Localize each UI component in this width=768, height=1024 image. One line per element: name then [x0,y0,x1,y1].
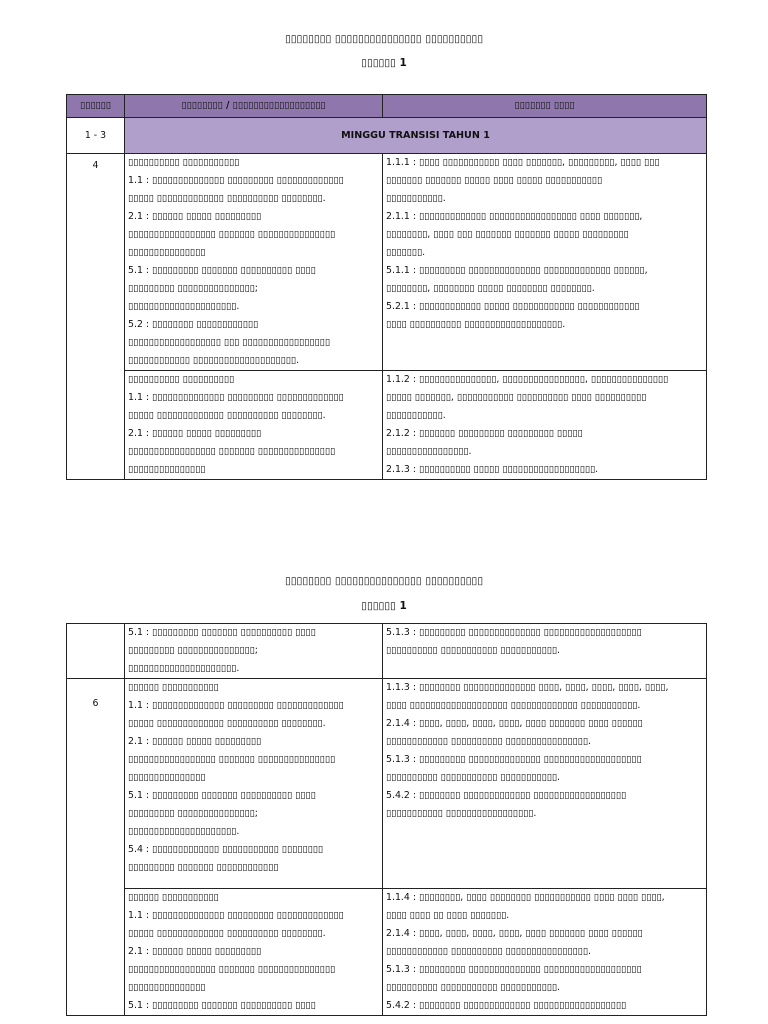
cell-text-line: ▯▯▯▯▯▯▯▯▯▯▯ ▯▯▯▯▯▯▯▯▯▯▯▯▯▯▯▯▯. [386,808,537,819]
cell-text-line: ▯▯▯▯▯▯▯▯▯▯▯▯▯▯▯▯▯ ▯▯▯▯▯▯▯ ▯▯▯▯▯▯▯▯▯▯▯▯▯▯▯ [128,964,336,975]
cell-text-line: ▯▯▯▯▯▯▯▯▯▯▯▯▯▯▯ [128,982,206,993]
topic-cell [125,371,383,480]
cell-text-line: 2.1 : ▯▯▯▯▯▯ ▯▯▯▯▯ ▯▯▯▯▯▯▯▯▯ [128,736,262,747]
cell-text-line: ▯▯▯▯▯▯▯▯▯▯▯▯ ▯▯▯▯▯▯▯▯▯▯▯▯▯▯▯▯▯▯▯▯. [128,355,300,366]
cell-text-line: 1.1.2 : ▯▯▯▯▯▯▯▯▯▯▯▯▯▯▯, ▯▯▯▯▯▯▯▯▯▯▯▯▯▯▯▯, ▯▯▯▯▯▯▯▯▯▯▯▯▯▯▯ [386,374,669,385]
page1-title: ▯▯▯▯▯▯▯▯ ▯▯▯▯▯▯▯▯▯▯▯▯▯▯▯ ▯▯▯▯▯▯▯▯▯▯ [285,33,483,45]
cell-text-line: 1.1 : ▯▯▯▯▯▯▯▯▯▯▯▯▯▯ ▯▯▯▯▯▯▯▯▯ ▯▯▯▯▯▯▯▯▯▯▯▯▯ [128,392,344,403]
table-header-row [67,95,707,118]
page2-subtitle: ▯▯▯▯▯▯ 1 [361,600,407,612]
standard-cell [383,679,707,889]
cell-text-line: ▯▯▯▯▯ ▯▯▯▯▯▯▯▯▯▯▯▯▯ ▯▯▯▯▯▯▯▯▯▯ ▯▯▯▯▯▯▯▯. [128,193,326,204]
cell-text-line: 5.2.1 : ▯▯▯▯▯▯▯▯▯▯▯▯ ▯▯▯▯▯ ▯▯▯▯▯▯▯▯▯▯▯▯ ▯▯▯▯▯▯▯▯▯▯▯▯ [386,301,640,312]
header-standard: ▯▯▯▯▯▯▯ ▯▯▯▯ [383,95,707,118]
schedule-table-2 [66,623,707,1016]
cell-text-line: 2.1 : ▯▯▯▯▯▯ ▯▯▯▯▯ ▯▯▯▯▯▯▯▯▯ [128,211,262,222]
cell-text-line: ▯▯▯▯▯▯ ▯▯▯▯▯▯▯▯▯▯▯ [128,682,219,693]
topic-cell [125,679,383,889]
cell-text-line: ▯▯▯▯ ▯▯▯▯ ▯▯ ▯▯▯▯ ▯▯▯▯▯▯▯. [386,910,510,921]
standard-cell [383,371,707,480]
page2-title: ▯▯▯▯▯▯▯▯ ▯▯▯▯▯▯▯▯▯▯▯▯▯▯▯ ▯▯▯▯▯▯▯▯▯▯ [285,575,483,587]
cell-text-line: ▯▯▯▯▯ ▯▯▯▯▯▯▯, ▯▯▯▯▯▯▯▯▯▯▯ ▯▯▯▯▯▯▯▯▯▯ ▯▯▯▯ ▯▯▯▯▯▯▯▯▯▯ [386,392,647,403]
cell-text-line: 5.2 : ▯▯▯▯▯▯▯▯ ▯▯▯▯▯▯▯▯▯▯▯▯ [128,319,259,330]
cell-text-line: 2.1 : ▯▯▯▯▯▯ ▯▯▯▯▯ ▯▯▯▯▯▯▯▯▯ [128,428,262,439]
cell-text-line: ▯▯▯▯ ▯▯▯▯▯▯▯▯▯▯▯▯▯▯▯▯▯▯▯ ▯▯▯▯▯▯▯▯▯▯▯▯▯ ▯▯▯▯▯▯▯▯▯▯▯. [386,700,641,711]
cell-text-line: ▯▯▯▯▯▯▯▯▯▯▯▯▯▯▯ [128,464,206,475]
cell-text-line: ▯▯▯▯▯▯▯▯▯▯▯. [386,410,446,421]
table-row-week6-b [67,889,707,1016]
cell-text-line: ▯▯▯▯▯▯▯▯▯▯▯▯▯▯▯ [128,247,206,258]
cell-text-line: 5.4 : ▯▯▯▯▯▯▯▯▯▯▯▯▯ ▯▯▯▯▯▯▯▯▯▯▯ ▯▯▯▯▯▯▯▯ [128,844,324,855]
standard-cell [383,889,707,1016]
cell-text-line: ▯▯▯▯▯▯▯▯▯▯ ▯▯▯▯▯▯▯▯▯▯▯ ▯▯▯▯▯▯▯▯▯▯▯. [386,645,561,656]
transition-row [67,118,707,154]
cell-text-line: ▯▯▯▯ ▯▯▯▯▯▯▯▯▯▯ ▯▯▯▯▯▯▯▯▯▯▯▯▯▯▯▯▯▯▯. [386,319,566,330]
week-cell: 4 [67,154,125,480]
cell-text-line: 1.1 : ▯▯▯▯▯▯▯▯▯▯▯▯▯▯ ▯▯▯▯▯▯▯▯▯ ▯▯▯▯▯▯▯▯▯▯▯▯▯ [128,910,344,921]
header-topic: ▯▯▯▯▯▯▯▯ / ▯▯▯▯▯▯▯▯▯▯▯▯▯▯▯▯▯▯ [125,95,383,118]
table-row-week4-b [67,371,707,480]
cell-text-line: ▯▯▯▯▯▯▯. [386,247,426,258]
cell-text-line: 5.4.2 : ▯▯▯▯▯▯▯▯ ▯▯▯▯▯▯▯▯▯▯▯▯▯ ▯▯▯▯▯▯▯▯▯▯▯▯▯▯▯▯▯▯ [386,790,627,801]
cell-text-line: ▯▯▯▯▯▯▯▯, ▯▯▯▯▯▯▯▯ ▯▯▯▯▯ ▯▯▯▯▯▯▯▯ ▯▯▯▯▯▯▯▯. [386,283,595,294]
cell-text-line: 5.4.2 : ▯▯▯▯▯▯▯▯ ▯▯▯▯▯▯▯▯▯▯▯▯▯ ▯▯▯▯▯▯▯▯▯▯▯▯▯▯▯▯▯▯ [386,1000,627,1011]
cell-text-line: 5.1 : ▯▯▯▯▯▯▯▯▯ ▯▯▯▯▯▯▯ ▯▯▯▯▯▯▯▯▯▯ ▯▯▯▯ [128,627,316,638]
cell-text-line: 5.1.3 : ▯▯▯▯▯▯▯▯▯ ▯▯▯▯▯▯▯▯▯▯▯▯▯▯ ▯▯▯▯▯▯▯▯▯▯▯▯▯▯▯▯▯▯▯ [386,627,642,638]
cell-text-line: ▯▯▯▯▯▯▯▯▯▯▯▯▯▯▯▯▯ ▯▯▯▯▯▯▯ ▯▯▯▯▯▯▯▯▯▯▯▯▯▯▯ [128,754,336,765]
cell-text-line: ▯▯▯▯▯▯▯▯▯▯ ▯▯▯▯▯▯▯▯▯▯▯ ▯▯▯▯▯▯▯▯▯▯▯. [386,772,561,783]
cell-text-line: ▯▯▯▯▯▯▯▯▯▯▯▯▯▯▯▯▯ ▯▯▯▯▯▯▯ ▯▯▯▯▯▯▯▯▯▯▯▯▯▯▯ [128,446,336,457]
cell-text-line: ▯▯▯▯▯▯▯▯▯▯▯▯▯▯▯▯. [386,446,472,457]
cell-text-line: 1.1 : ▯▯▯▯▯▯▯▯▯▯▯▯▯▯ ▯▯▯▯▯▯▯▯▯ ▯▯▯▯▯▯▯▯▯▯▯▯▯ [128,700,344,711]
cell-text-line: 5.1 : ▯▯▯▯▯▯▯▯▯ ▯▯▯▯▯▯▯ ▯▯▯▯▯▯▯▯▯▯ ▯▯▯▯ [128,790,316,801]
cell-text-line: 5.1.3 : ▯▯▯▯▯▯▯▯▯ ▯▯▯▯▯▯▯▯▯▯▯▯▯▯ ▯▯▯▯▯▯▯▯▯▯▯▯▯▯▯▯▯▯▯ [386,754,642,765]
table-row-continued [67,624,707,679]
cell-text-line: 1.1.1 : ▯▯▯▯ ▯▯▯▯▯▯▯▯▯▯▯ ▯▯▯▯ ▯▯▯▯▯▯▯, ▯▯▯▯▯▯▯▯▯, ▯▯▯▯ ▯▯▯ [386,157,660,168]
cell-text-line: 2.1.3 : ▯▯▯▯▯▯▯▯▯▯ ▯▯▯▯▯ ▯▯▯▯▯▯▯▯▯▯▯▯▯▯▯▯▯▯. [386,464,599,475]
standard-cell [383,624,707,679]
header-week: ▯▯▯▯▯▯ [67,95,125,118]
cell-text-line: ▯▯▯▯▯▯▯▯▯ ▯▯▯▯▯▯▯▯▯▯▯▯▯▯▯; [128,808,258,819]
standard-cell [383,154,707,371]
cell-text-line: ▯▯▯▯▯ ▯▯▯▯▯▯▯▯▯▯▯▯▯ ▯▯▯▯▯▯▯▯▯▯ ▯▯▯▯▯▯▯▯. [128,410,326,421]
cell-text-line: 1.1.3 : ▯▯▯▯▯▯▯▯ ▯▯▯▯▯▯▯▯▯▯▯▯▯▯ ▯▯▯▯, ▯▯▯▯, ▯▯▯▯, ▯▯▯▯, ▯▯▯▯, [386,682,669,693]
topic-cell [125,889,383,1016]
cell-text-line: ▯▯▯▯▯▯▯▯▯▯▯▯▯▯▯ [128,772,206,783]
cell-text-line: ▯▯▯▯▯▯▯▯▯▯▯▯▯▯▯▯▯▯▯▯▯. [128,301,240,312]
page1-subtitle: ▯▯▯▯▯▯ 1 [361,57,407,69]
cell-text-line: ▯▯▯▯▯▯▯▯▯▯▯▯ ▯▯▯▯▯▯▯▯▯▯ ▯▯▯▯▯▯▯▯▯▯▯▯▯▯▯▯. [386,946,591,957]
cell-text-line: 1.1.4 : ▯▯▯▯▯▯▯▯, ▯▯▯▯ ▯▯▯▯▯▯▯▯ ▯▯▯▯▯▯▯▯▯▯▯ ▯▯▯▯ ▯▯▯▯ ▯▯▯▯, [386,892,665,903]
cell-text-line: ▯▯▯▯▯▯▯▯▯▯▯. [386,193,446,204]
week-cell-empty [67,624,125,679]
cell-text-line: ▯▯▯▯▯▯▯▯▯▯ ▯▯▯▯▯▯▯▯▯▯ [128,374,235,385]
cell-text-line: ▯▯▯▯▯▯▯▯▯▯▯▯▯▯▯▯▯ ▯▯▯▯▯▯▯ ▯▯▯▯▯▯▯▯▯▯▯▯▯▯▯ [128,229,336,240]
table-row-week4-a [67,154,707,371]
topic-cell [125,154,383,371]
cell-text-line: ▯▯▯▯▯▯▯▯▯▯▯▯▯▯▯▯▯▯ ▯▯▯ ▯▯▯▯▯▯▯▯▯▯▯▯▯▯▯▯▯ [128,337,331,348]
cell-text-line: ▯▯▯▯▯▯ ▯▯▯▯▯▯▯▯▯▯▯ [128,892,219,903]
week-cell: 6 [67,679,125,1016]
table-row-week6-a [67,679,707,889]
cell-text-line: 2.1.4 : ▯▯▯▯, ▯▯▯▯, ▯▯▯▯, ▯▯▯▯, ▯▯▯▯ ▯▯▯▯▯▯▯ ▯▯▯▯ ▯▯▯▯▯▯ [386,718,643,729]
cell-text-line: 2.1.2 : ▯▯▯▯▯▯▯ ▯▯▯▯▯▯▯▯▯ ▯▯▯▯▯▯▯▯▯ ▯▯▯▯▯ [386,428,583,439]
cell-text-line: ▯▯▯▯▯▯▯▯▯▯▯▯▯▯▯▯▯▯▯▯▯. [128,663,240,674]
cell-text-line: ▯▯▯▯▯▯▯▯, ▯▯▯▯ ▯▯▯ ▯▯▯▯▯▯▯ ▯▯▯▯▯▯▯ ▯▯▯▯▯ ▯▯▯▯▯▯▯▯▯ [386,229,629,240]
cell-text-line: ▯▯▯▯▯▯▯▯▯ ▯▯▯▯▯▯▯▯▯▯▯▯▯▯▯; [128,645,258,656]
cell-text-line: 5.1.1 : ▯▯▯▯▯▯▯▯▯ ▯▯▯▯▯▯▯▯▯▯▯▯▯▯ ▯▯▯▯▯▯▯▯▯▯▯▯▯ ▯▯▯▯▯▯, [386,265,648,276]
cell-text-line: 2.1.4 : ▯▯▯▯, ▯▯▯▯, ▯▯▯▯, ▯▯▯▯, ▯▯▯▯ ▯▯▯▯▯▯▯ ▯▯▯▯ ▯▯▯▯▯▯ [386,928,643,939]
cell-text-line: ▯▯▯▯▯▯▯▯▯▯ ▯▯▯▯▯▯▯▯▯▯▯ [128,157,240,168]
cell-text-line: ▯▯▯▯▯▯▯▯▯▯▯▯▯▯▯▯▯▯▯▯▯. [128,826,240,837]
cell-text-line: 2.1.1 : ▯▯▯▯▯▯▯▯▯▯▯▯▯ ▯▯▯▯▯▯▯▯▯▯▯▯▯▯▯▯▯ ▯▯▯▯ ▯▯▯▯▯▯▯, [386,211,643,222]
cell-text-line: ▯▯▯▯▯ ▯▯▯▯▯▯▯▯▯▯▯▯▯ ▯▯▯▯▯▯▯▯▯▯ ▯▯▯▯▯▯▯▯. [128,718,326,729]
week-cell: 1 - 3 [67,118,125,154]
schedule-table-1 [66,94,707,480]
transition-label: MINGGU TRANSISI TAHUN 1 [125,118,707,154]
cell-text-line: ▯▯▯▯▯▯▯ ▯▯▯▯▯▯▯ ▯▯▯▯▯ ▯▯▯▯ ▯▯▯▯▯ ▯▯▯▯▯▯▯▯▯▯▯ [386,175,603,186]
cell-text-line: ▯▯▯▯▯▯▯▯▯▯▯▯ ▯▯▯▯▯▯▯▯▯▯ ▯▯▯▯▯▯▯▯▯▯▯▯▯▯▯▯. [386,736,591,747]
cell-text-line: ▯▯▯▯▯▯▯▯▯ ▯▯▯▯▯▯▯ ▯▯▯▯▯▯▯▯▯▯▯▯ [128,862,279,873]
cell-text-line: ▯▯▯▯▯ ▯▯▯▯▯▯▯▯▯▯▯▯▯ ▯▯▯▯▯▯▯▯▯▯ ▯▯▯▯▯▯▯▯. [128,928,326,939]
cell-text-line: 5.1 : ▯▯▯▯▯▯▯▯▯ ▯▯▯▯▯▯▯ ▯▯▯▯▯▯▯▯▯▯ ▯▯▯▯ [128,265,316,276]
cell-text-line: 5.1.3 : ▯▯▯▯▯▯▯▯▯ ▯▯▯▯▯▯▯▯▯▯▯▯▯▯ ▯▯▯▯▯▯▯▯▯▯▯▯▯▯▯▯▯▯▯ [386,964,642,975]
cell-text-line: ▯▯▯▯▯▯▯▯▯ ▯▯▯▯▯▯▯▯▯▯▯▯▯▯▯; [128,283,258,294]
cell-text-line: 1.1 : ▯▯▯▯▯▯▯▯▯▯▯▯▯▯ ▯▯▯▯▯▯▯▯▯ ▯▯▯▯▯▯▯▯▯▯▯▯▯ [128,175,344,186]
topic-cell [125,624,383,679]
cell-text-line: 5.1 : ▯▯▯▯▯▯▯▯▯ ▯▯▯▯▯▯▯ ▯▯▯▯▯▯▯▯▯▯ ▯▯▯▯ [128,1000,316,1011]
cell-text-line: 2.1 : ▯▯▯▯▯▯ ▯▯▯▯▯ ▯▯▯▯▯▯▯▯▯ [128,946,262,957]
cell-text-line: ▯▯▯▯▯▯▯▯▯▯ ▯▯▯▯▯▯▯▯▯▯▯ ▯▯▯▯▯▯▯▯▯▯▯. [386,982,561,993]
